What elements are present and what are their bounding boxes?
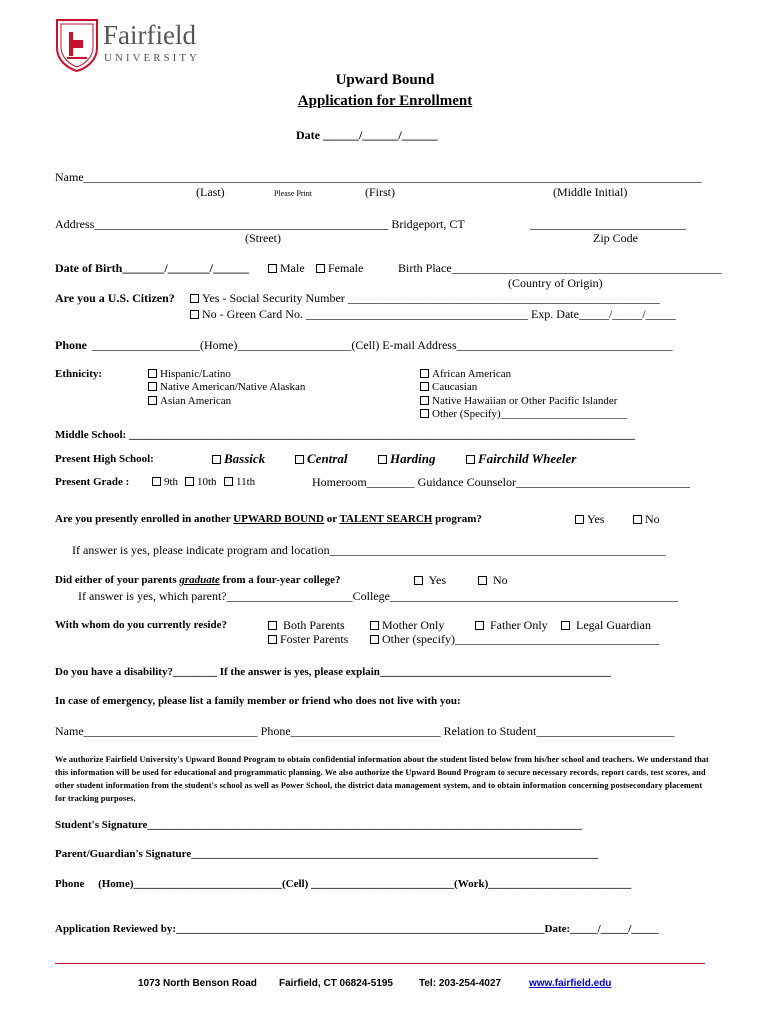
student-signature-field[interactable]: Student's Signature_______________________________________________________________________________ — [55, 819, 582, 831]
ethnicity-option[interactable] — [420, 381, 477, 393]
or-text: or — [324, 513, 340, 525]
parent-signature-field[interactable]: Parent/Guardian's Signature__________________________________________________________________________ — [55, 848, 599, 860]
high-school-label: Central — [307, 451, 348, 466]
checkbox-icon[interactable] — [633, 515, 642, 524]
reside-label: Mother Only — [382, 618, 445, 632]
name-middle-label: (Middle Initial) — [553, 185, 628, 199]
checkbox-icon[interactable] — [316, 264, 325, 273]
checkbox-icon[interactable] — [561, 621, 570, 630]
yes-label: Yes — [587, 512, 605, 526]
checkbox-icon[interactable] — [268, 635, 277, 644]
footer-city: Fairfield, CT 06824-5195 — [279, 978, 393, 989]
reside-question: With whom do you currently reside? — [55, 619, 228, 631]
reside-option[interactable] — [370, 632, 659, 647]
checkbox-icon[interactable] — [575, 515, 584, 524]
talent-search-text: TALENT SEARCH — [339, 513, 433, 525]
checkbox-icon[interactable] — [148, 369, 157, 378]
ethnicity-label: Other (Specify)_______________________ — [432, 408, 628, 420]
reside-label: Legal Guardian — [576, 618, 651, 632]
grade-text: 9th — [164, 476, 179, 488]
grade-option[interactable] — [185, 476, 217, 488]
checkbox-icon[interactable] — [420, 396, 429, 405]
phone-email-field[interactable]: __________________(Home)___________________(Cell) E-mail Address____________________________________ — [92, 338, 673, 352]
checkbox-icon[interactable] — [268, 621, 277, 630]
parents-question — [55, 574, 340, 586]
ethnicity-option[interactable] — [420, 395, 617, 407]
parents-question-end: from a four-year college? — [219, 574, 341, 586]
date-field[interactable]: Date ______/______/______ — [296, 128, 438, 142]
phone-contacts-field[interactable]: Phone (Home)___________________________(Cell) __________________________(Work)__________________________ — [55, 878, 632, 890]
ethnicity-option[interactable] — [420, 368, 511, 380]
ethnicity-option[interactable] — [148, 381, 305, 393]
shield-icon — [55, 18, 99, 72]
ethnicity-option[interactable] — [148, 368, 231, 380]
emergency-contact-field[interactable]: Name_____________________________ Phone_________________________ Relation to Student_______________________ — [55, 724, 675, 738]
female-label: Female — [328, 261, 364, 275]
checkbox-icon[interactable] — [370, 635, 379, 644]
footer-phone: Tel: 203-254-4027 — [419, 978, 502, 989]
address-street-label: (Street) — [245, 231, 281, 245]
grade-option[interactable] — [152, 476, 178, 488]
high-school-label: Present High School: — [55, 453, 154, 465]
parents-no-option[interactable] — [478, 573, 508, 588]
upward-bound-text: UPWARD BOUND — [233, 513, 324, 525]
emergency-question: In case of emergency, please list a family member or friend who does not live with you: — [55, 695, 461, 707]
checkbox-icon[interactable] — [420, 369, 429, 378]
title-line-2: Application for Enrollment — [297, 93, 473, 109]
reside-label: Both Parents — [283, 618, 345, 632]
fairfield-logo — [55, 18, 225, 73]
dob-field[interactable] — [55, 261, 249, 276]
high-school-label: Bassick — [224, 451, 266, 466]
reside-option[interactable] — [268, 618, 345, 633]
yes-label: Yes — [428, 573, 447, 587]
citizen-yes-label: Yes - Social Security Number ____________________________________________________ — [202, 291, 660, 305]
ethnicity-option[interactable] — [420, 408, 627, 420]
ethnicity-label: Asian American — [160, 395, 232, 407]
ethnicity-label: Caucasian — [432, 381, 478, 393]
checkbox-icon[interactable] — [152, 477, 161, 486]
name-print-label: Please Print — [274, 189, 312, 198]
high-school-option[interactable] — [466, 451, 576, 467]
graduate-text: graduate — [179, 574, 220, 586]
ethnicity-label: Native American/Native Alaskan — [160, 381, 306, 393]
title-line-1: Upward Bound — [335, 72, 435, 88]
name-last-label: (Last) — [196, 185, 225, 199]
enrolled-no-option[interactable] — [633, 512, 660, 527]
ethnicity-label: Ethnicity: — [55, 368, 103, 380]
checkbox-icon[interactable] — [414, 576, 423, 585]
reside-option[interactable] — [561, 618, 651, 633]
footer-website-link[interactable]: www.fairfield.edu — [529, 978, 612, 989]
checkbox-icon[interactable] — [148, 382, 157, 391]
reside-label: Other (specify)__________________________________ — [382, 632, 659, 646]
application-reviewed-field[interactable]: Application Reviewed by:___________________________________________________________________Date:_____/_____/_____ — [55, 923, 659, 935]
logo-subtitle: UNIVERSITY — [104, 52, 200, 64]
gender-male-option[interactable] — [268, 261, 305, 276]
reside-label: Father Only — [490, 618, 548, 632]
ethnicity-label: Hispanic/Latino — [160, 368, 231, 380]
checkbox-icon[interactable] — [378, 455, 387, 464]
checkbox-icon[interactable] — [190, 294, 199, 303]
enrolled-followup-field[interactable]: If answer is yes, please indicate program and location________________________________________________________ — [72, 543, 666, 557]
checkbox-icon[interactable] — [268, 264, 277, 273]
footer-address: 1073 North Benson Road — [138, 978, 257, 989]
birthplace-field[interactable]: Birth Place_____________________________________________ — [398, 261, 722, 275]
no-label: No — [493, 573, 508, 587]
authorization-paragraph: We authorize Fairfield University's Upward Bound Program to obtain confidential information about the student listed below from his/her school and teachers. We understand that this information will be used for educational and programmatic planning. We also authorize the Upward Bound Program to secure necessary records, report cards, test scores, and other student information from the student's school as well as Power School, the district data management system, and to obtain information concerning postsecondary placement for tracking purposes. — [55, 755, 709, 803]
checkbox-icon[interactable] — [420, 382, 429, 391]
grade-text: 10th — [197, 476, 217, 488]
citizen-no-option[interactable] — [190, 307, 676, 322]
checkbox-icon[interactable] — [224, 477, 233, 486]
parents-question-text: Did either of your parents — [55, 574, 180, 586]
checkbox-icon[interactable] — [185, 477, 194, 486]
name-field[interactable]: Name_______________________________________________________________________________________________________ — [55, 170, 702, 184]
gender-female-option[interactable] — [316, 261, 363, 276]
enrolled-question-end: program? — [432, 513, 482, 525]
enrolled-question-text: Are you presently enrolled in another — [55, 513, 234, 525]
grade-label: Present Grade : — [55, 476, 130, 488]
dob-text: Date of Birth_______/_______/______ — [55, 261, 249, 275]
phone-label: Phone — [55, 338, 88, 352]
ethnicity-label: African American — [432, 368, 512, 380]
logo-name: Fairfield — [103, 20, 196, 50]
reside-option[interactable] — [370, 618, 444, 633]
country-label: (Country of Origin) — [508, 276, 603, 290]
enrolled-question — [55, 513, 482, 525]
checkbox-icon[interactable] — [370, 621, 379, 630]
reside-option[interactable] — [475, 618, 548, 633]
ethnicity-label: Native Hawaiian or Other Pacific Islander — [432, 395, 618, 407]
reside-option[interactable] — [268, 632, 348, 647]
high-school-option[interactable] — [295, 451, 347, 467]
disability-field[interactable]: Do you have a disability?________ If the answer is yes, please explain__________________________________________ — [55, 666, 611, 678]
checkbox-icon[interactable] — [478, 576, 487, 585]
enrolled-yes-option[interactable] — [575, 512, 604, 527]
checkbox-icon[interactable] — [295, 455, 304, 464]
high-school-option[interactable] — [212, 451, 265, 467]
grade-text: 11th — [236, 476, 256, 488]
checkbox-icon[interactable] — [466, 455, 475, 464]
grade-option[interactable] — [224, 476, 255, 488]
high-school-label: Harding — [390, 451, 436, 466]
checkbox-icon[interactable] — [420, 409, 429, 418]
middle-school-field[interactable]: Middle School: ____________________________________________________________________________________________ — [55, 429, 635, 441]
parents-yes-option[interactable] — [414, 573, 446, 588]
male-label: Male — [280, 261, 305, 275]
parents-followup-field[interactable]: If answer is yes, which parent?_____________________College________________________________________________ — [78, 589, 678, 603]
checkbox-icon[interactable] — [190, 310, 199, 319]
address-zip-label: Zip Code — [593, 231, 638, 245]
no-label: No — [645, 512, 660, 526]
checkbox-icon[interactable] — [148, 396, 157, 405]
citizen-question: Are you a U.S. Citizen? — [55, 291, 175, 305]
footer-divider — [55, 963, 705, 964]
homeroom-counselor-field[interactable]: Homeroom________ Guidance Counselor_____________________________ — [312, 475, 690, 489]
address-field[interactable]: Address_________________________________________________ Bridgeport, CT — [55, 217, 465, 231]
reside-label: Foster Parents — [280, 632, 349, 646]
checkbox-icon[interactable] — [475, 621, 484, 630]
name-first-label: (First) — [365, 185, 395, 199]
citizen-yes-option[interactable] — [190, 291, 660, 306]
checkbox-icon[interactable] — [212, 455, 221, 464]
ethnicity-option[interactable] — [148, 395, 231, 407]
high-school-option[interactable] — [378, 451, 436, 467]
citizen-no-label: No - Green Card No. _____________________________________ Exp. Date_____/_____/_____ — [202, 307, 676, 321]
zip-field[interactable]: __________________________ — [530, 217, 686, 231]
high-school-label: Fairchild Wheeler — [478, 451, 577, 466]
